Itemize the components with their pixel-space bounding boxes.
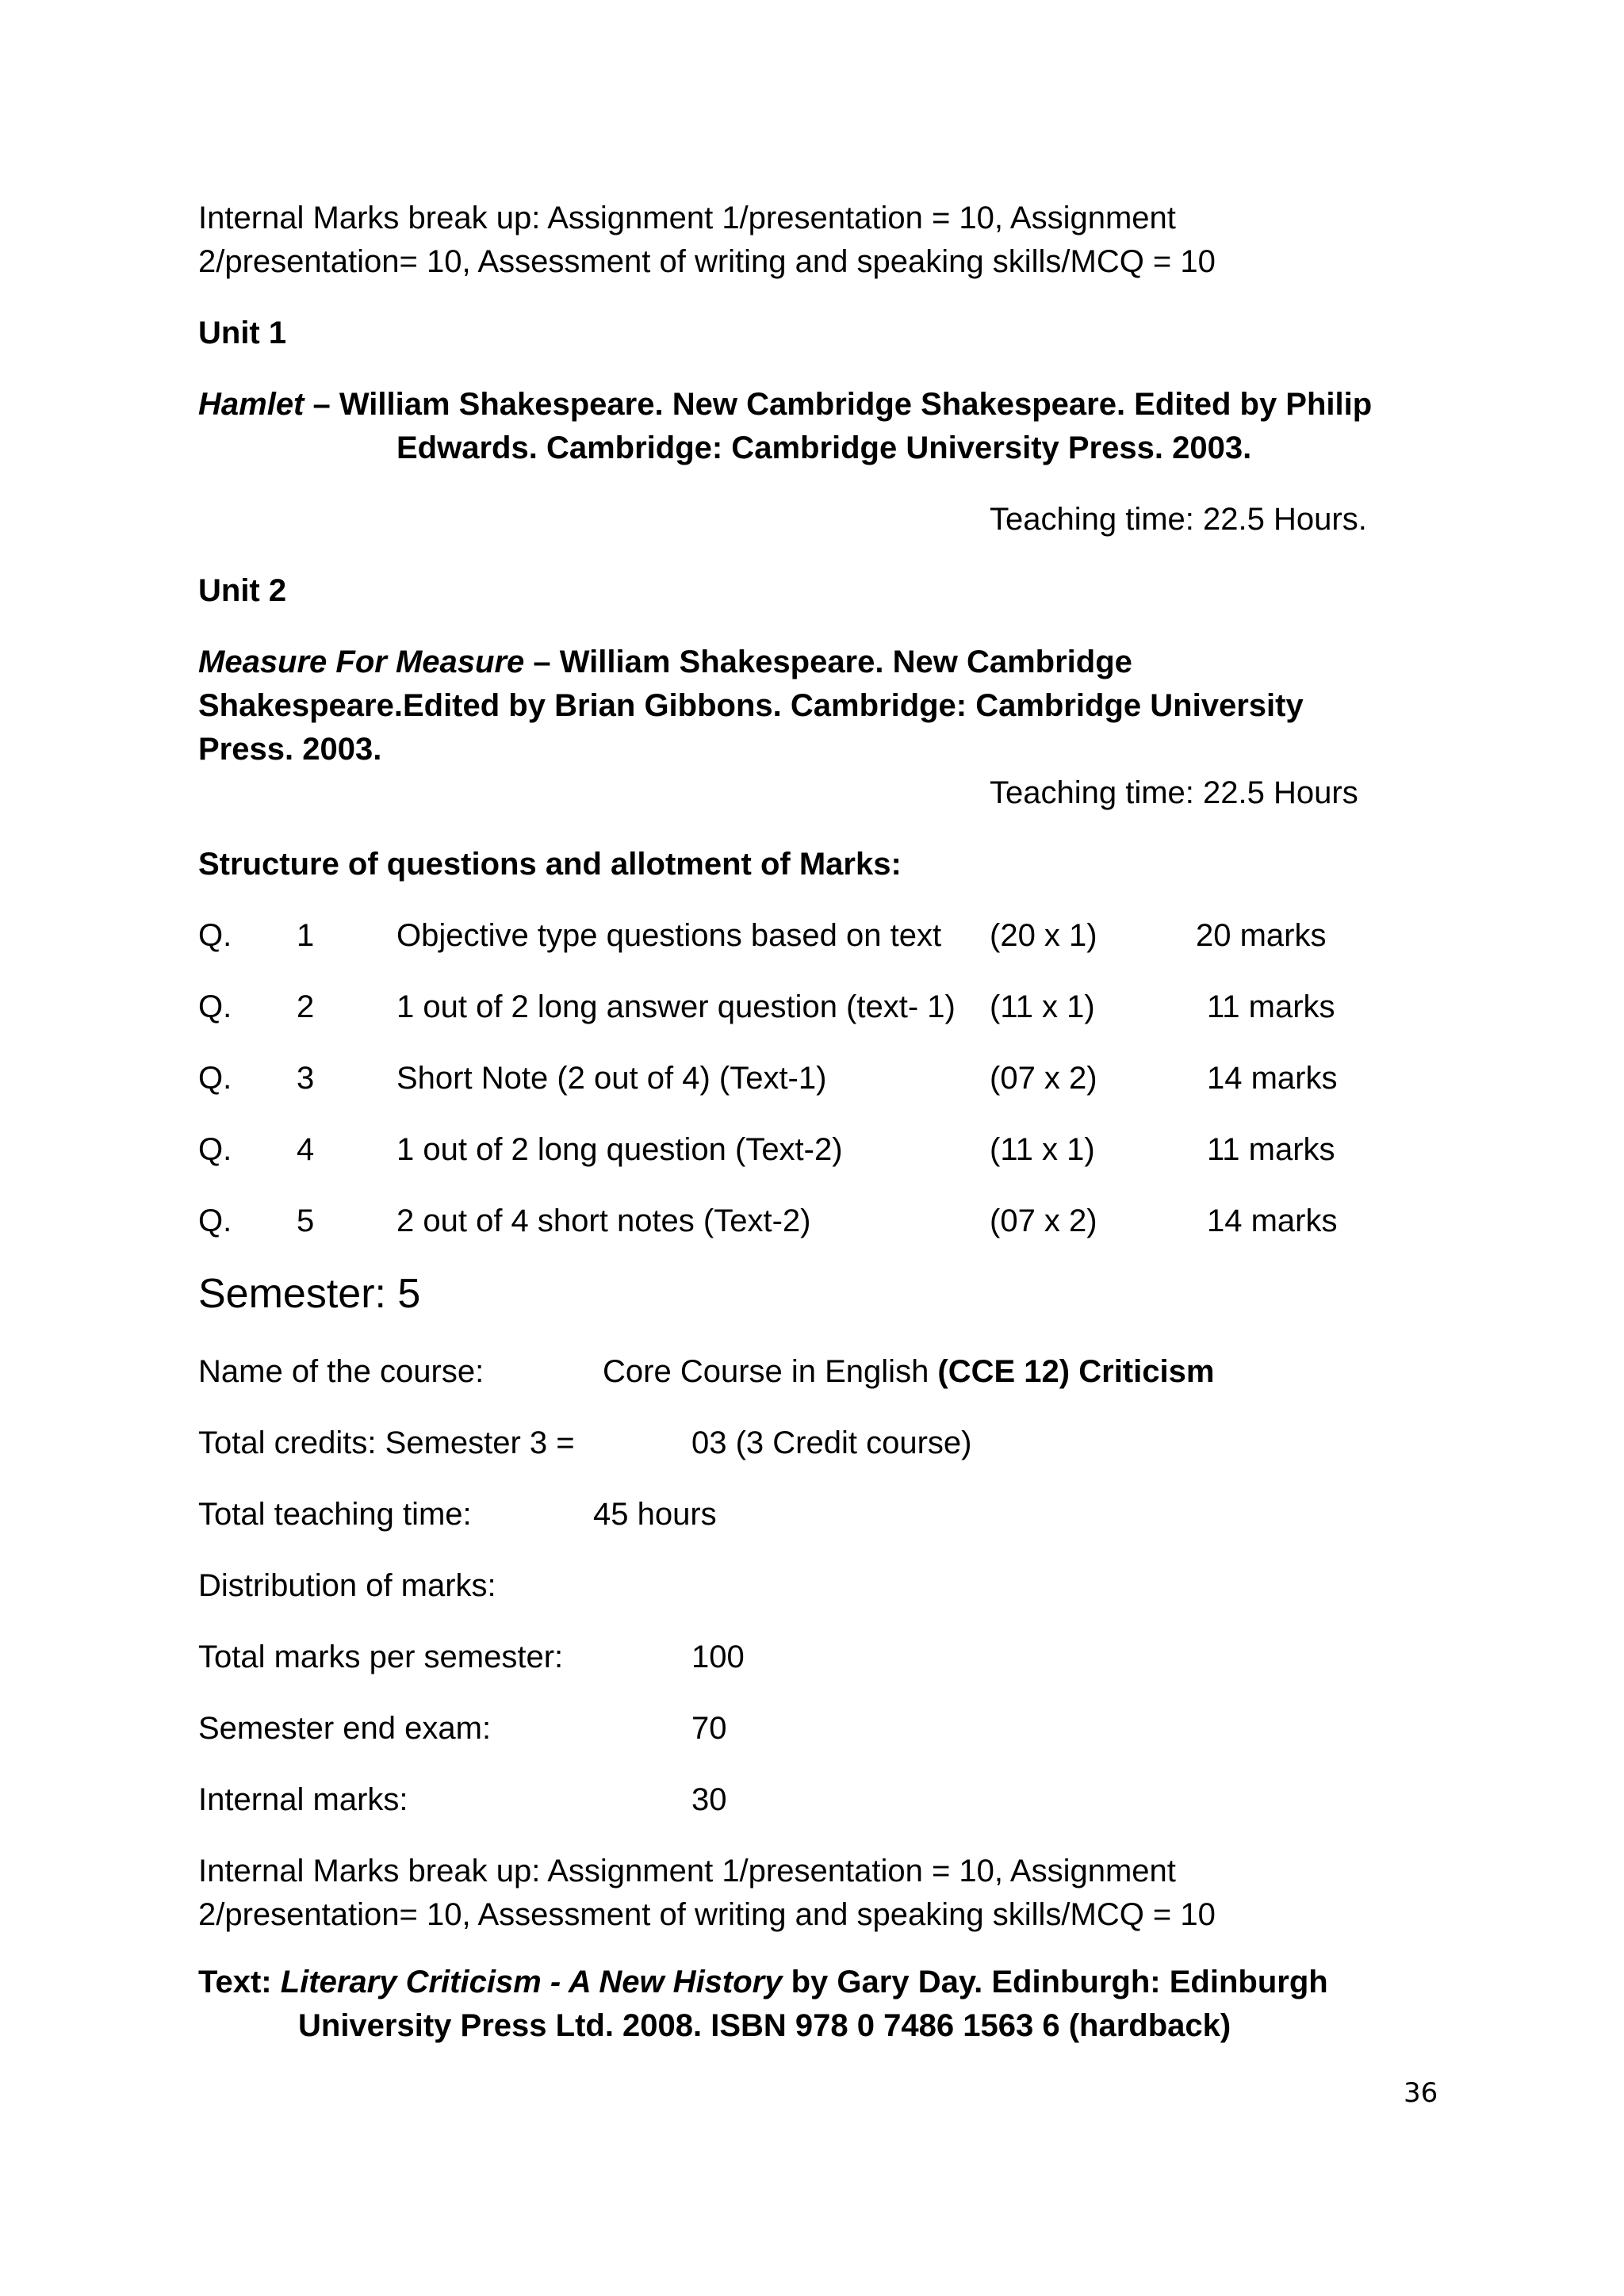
question-marks: 11 marks [1207, 1132, 1335, 1167]
internal-marks-label: Internal marks: [198, 1782, 408, 1817]
question-description: Short Note (2 out of 4) (Text-1) [396, 1061, 827, 1096]
teaching-time-value: 45 hours [593, 1497, 717, 1532]
course-code: (CCE 12) Criticism [937, 1354, 1215, 1389]
question-marks: 11 marks [1207, 989, 1335, 1024]
unit-1-reference-line-2: Edwards. Cambridge: Cambridge University Press. 2003. [396, 430, 1252, 465]
course-name-value [603, 1349, 1214, 1394]
internal-breakup-2-line-2: 2/presentation= 10, Assessment of writing and speaking skills/MCQ = 10 [198, 1897, 1216, 1932]
question-number: 4 [297, 1132, 315, 1167]
text-label: Text: [198, 1965, 281, 1999]
question-marks: 14 marks [1207, 1203, 1338, 1238]
unit-1-reference-rest: – William Shakespeare. New Cambridge Shakespeare. Edited by Philip [304, 387, 1373, 422]
semester-title: Semester: 5 [198, 1271, 421, 1317]
text-reference-rest: by Gary Day. Edinburgh: Edinburgh [782, 1965, 1328, 1999]
question-calculation: (07 x 2) [990, 1203, 1097, 1238]
question-description: 2 out of 4 short notes (Text-2) [396, 1203, 811, 1238]
course-name-plain: Core Course in English [603, 1354, 938, 1389]
unit-2-teaching-time: Teaching time: 22.5 Hours [990, 775, 1358, 810]
unit-1-heading: Unit 1 [198, 316, 287, 350]
unit-2-reference-rest: – William Shakespeare. New Cambridge [524, 645, 1132, 679]
question-prefix: Q. [198, 1132, 232, 1167]
unit-1-title: Hamlet [198, 387, 304, 422]
unit-2-heading: Unit 2 [198, 573, 287, 608]
question-number: 2 [297, 989, 315, 1024]
internal-breakup-2-line-1: Internal Marks break up: Assignment 1/presentation = 10, Assignment [198, 1854, 1176, 1888]
unit-2-title: Measure For Measure [198, 645, 525, 679]
question-marks: 14 marks [1207, 1061, 1338, 1096]
internal-breakup-line-2: 2/presentation= 10, Assessment of writing and speaking skills/MCQ = 10 [198, 244, 1216, 279]
total-marks-value: 100 [691, 1640, 745, 1674]
question-prefix: Q. [198, 918, 232, 953]
question-number: 3 [297, 1061, 315, 1096]
internal-marks-value: 30 [691, 1782, 727, 1817]
text-reference-line-2: University Press Ltd. 2008. ISBN 978 0 7486 1563 6 (hardback) [298, 2008, 1231, 2043]
question-number: 1 [297, 918, 315, 953]
question-prefix: Q. [198, 989, 232, 1024]
question-calculation: (11 x 1) [990, 989, 1095, 1024]
total-credits-label: Total credits: Semester 3 = [198, 1425, 575, 1460]
text-title: Literary Criticism - A New History [280, 1965, 783, 1999]
total-credits-value: 03 (3 Credit course) [691, 1425, 972, 1460]
question-prefix: Q. [198, 1203, 232, 1238]
teaching-time-label: Total teaching time: [198, 1497, 472, 1532]
question-description: 1 out of 2 long answer question (text- 1) [396, 989, 956, 1024]
question-marks: 20 marks [1196, 918, 1327, 953]
question-calculation: (11 x 1) [990, 1132, 1095, 1167]
unit-2-reference-line-2: Shakespeare.Edited by Brian Gibbons. Cambridge: Cambridge University [198, 688, 1304, 723]
unit-2-reference-line-3: Press. 2003. [198, 732, 382, 767]
unit-1-reference-line-1 [198, 382, 1372, 427]
distribution-label: Distribution of marks: [198, 1568, 496, 1603]
internal-breakup-line-1: Internal Marks break up: Assignment 1/presentation = 10, Assignment [198, 201, 1176, 235]
question-calculation: (20 x 1) [990, 918, 1097, 953]
question-description: Objective type questions based on text [396, 918, 942, 953]
question-description: 1 out of 2 long question (Text-2) [396, 1132, 843, 1167]
question-prefix: Q. [198, 1061, 232, 1096]
end-exam-value: 70 [691, 1711, 727, 1746]
total-marks-label: Total marks per semester: [198, 1640, 564, 1674]
structure-heading: Structure of questions and allotment of Marks: [198, 847, 902, 882]
end-exam-label: Semester end exam: [198, 1711, 492, 1746]
course-name-label: Name of the course: [198, 1354, 485, 1389]
question-calculation: (07 x 2) [990, 1061, 1097, 1096]
unit-2-reference-line-1 [198, 640, 1132, 684]
question-number: 5 [297, 1203, 315, 1238]
unit-1-teaching-time: Teaching time: 22.5 Hours. [990, 502, 1367, 537]
text-reference-line-1 [198, 1960, 1328, 2004]
page-number: 36 [1404, 2077, 1438, 2109]
